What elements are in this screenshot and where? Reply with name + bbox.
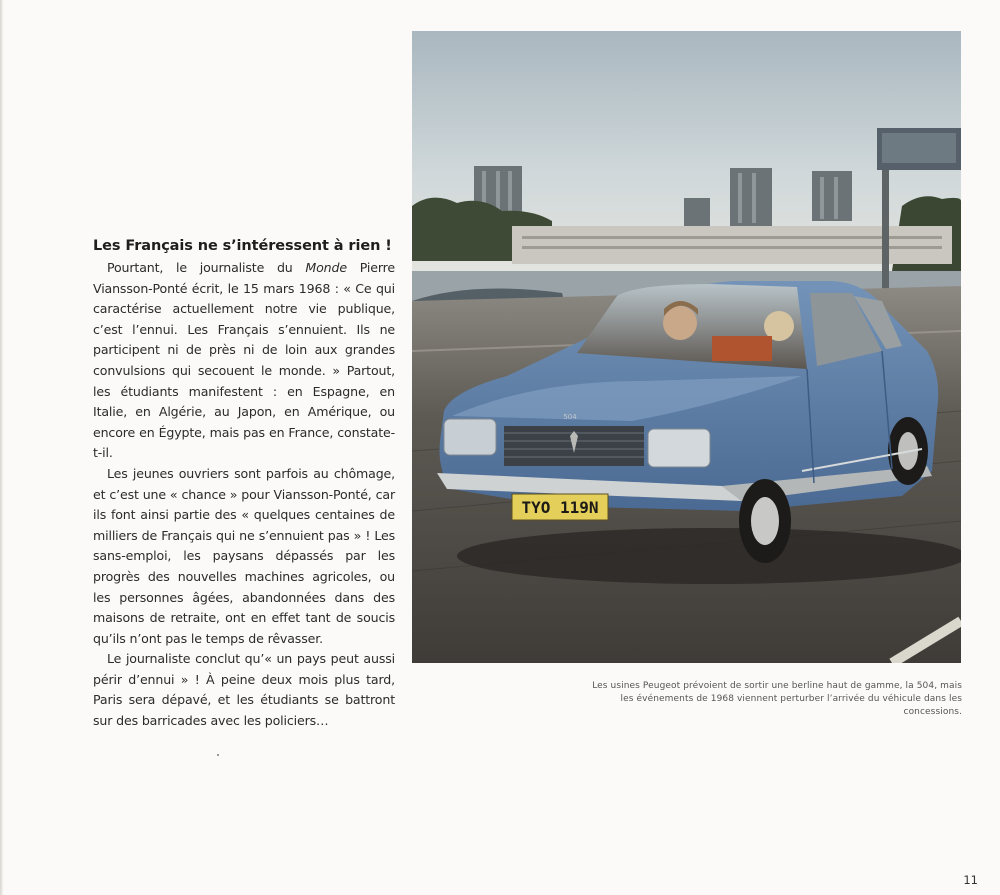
article-paragraph-3: Le journaliste conclut qu’« un pays peut aussi périr d’ennui » ! À peine deux mois plus tard, Paris sera dépavé, et les étudiants se battront sur des barricades avec les policiers…	[93, 651, 395, 729]
newspaper-title: Monde	[305, 260, 347, 275]
car-photo	[412, 31, 961, 663]
model-badge: 504	[563, 413, 577, 421]
article-headline: Les Français ne s’intéressent à rien !	[93, 238, 392, 254]
caption-line-2: les événements de 1968 viennent perturber l’arrivée du véhicule dans les concessions.	[620, 694, 962, 717]
page-edge	[0, 0, 3, 895]
article-paragraph-2: Les jeunes ouvriers sont parfois au chômage, et c’est une « chance » pour Viansson-Ponté, car ils font ainsi partie des « quelques centaines de milliers de Français qui ne s’ennuient pas » ! Les sans-emploi, les paysans dépassés par les progrès des nouvelles machines agricoles, ou les personnes âgées, abandonnées dans des maisons de retraite, ont en effet tant de soucis qu’ils n’ont pas le temps de rêvasser.	[93, 465, 395, 646]
photo-caption	[560, 680, 962, 719]
paragraph-1-rest: Pierre Viansson-Ponté écrit, le 15 mars 1968 : « Ce qui caractérise actuellement notre vie publique, c’est l’ennui. Les Français s’ennuient. Ils ne participent ni de près ni de loin aux grandes convulsions qui secouent le monde. » Partout, les étudiants manifestent : en Espagne, en Italie, en Algérie, au Japon, en Amérique, ou encore en Égypte, mais pas en France, constate-t-il.	[93, 260, 395, 461]
license-plate-text: TYO 119N	[521, 498, 599, 517]
paragraph-1-start: Pourtant, le journaliste du	[107, 260, 306, 275]
caption-line-1: Les usines Peugeot prévoient de sortir une berline haut de gamme, la 504, mais	[592, 681, 962, 691]
article-column	[93, 238, 395, 732]
scan-speck	[217, 754, 219, 756]
article-paragraph-1	[93, 258, 395, 464]
page-number: 11	[963, 873, 978, 887]
